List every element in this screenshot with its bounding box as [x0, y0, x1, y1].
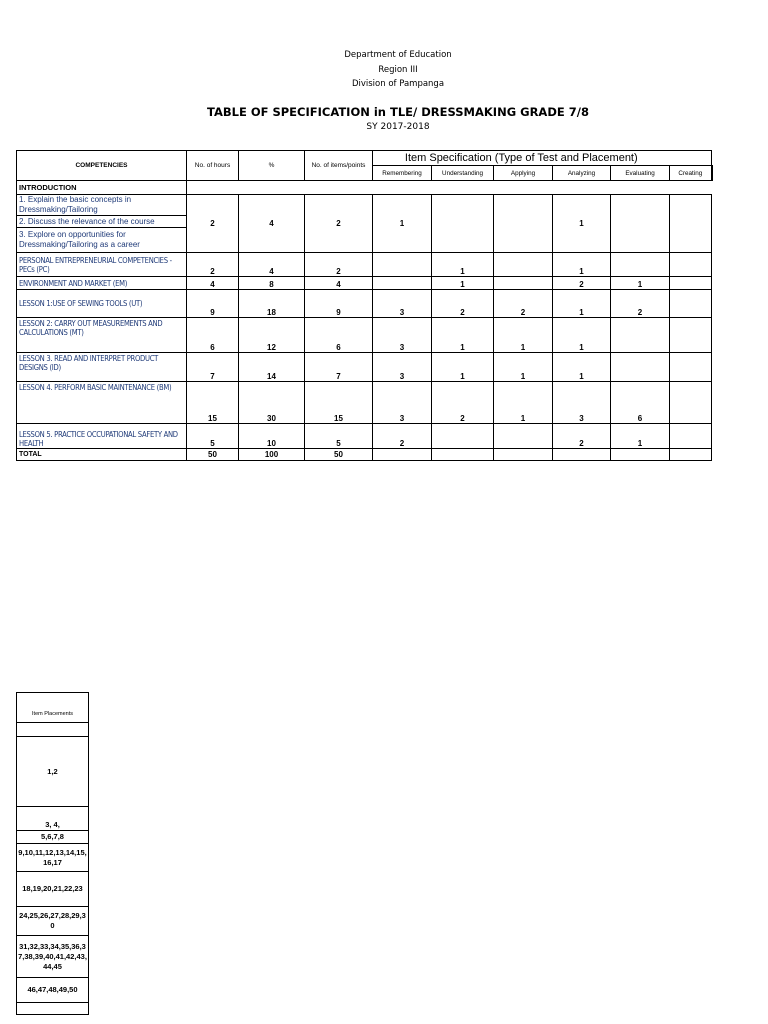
cell-remembering: 3	[373, 353, 432, 382]
cell-remembering: 3	[373, 382, 432, 424]
placement-cell: 9,10,11,12,13,14,15,16,17	[17, 844, 89, 872]
cell-percent: 4	[239, 195, 305, 253]
level-creating: Creating	[670, 166, 712, 181]
competency-name: LESSON 1:USE OF SEWING TOOLS (UT)	[17, 290, 187, 318]
cell-remembering: 3	[373, 318, 432, 353]
level-applying: Applying	[494, 166, 553, 181]
cell-creating	[670, 277, 712, 290]
cell-applying	[494, 195, 553, 253]
cell-understanding	[432, 195, 494, 253]
total-percent: 100	[239, 449, 305, 461]
cell-hours: 5	[187, 424, 239, 449]
cell-percent: 30	[239, 382, 305, 424]
placement-cell: 24,25,26,27,28,29,30	[17, 907, 89, 936]
placement-spacer	[17, 1003, 89, 1015]
cell-percent: 10	[239, 424, 305, 449]
competency-name: LESSON 5. PRACTICE OCCUPATIONAL SAFETY AND HEALTH	[17, 424, 187, 449]
cell-remembering: 2	[373, 424, 432, 449]
item-placements-table	[16, 692, 89, 1015]
cell-hours: 2	[187, 195, 239, 253]
level-understanding: Understanding	[432, 166, 494, 181]
cell-hours: 9	[187, 290, 239, 318]
level-analyzing: Analyzing	[553, 166, 611, 181]
cell-understanding: 2	[432, 290, 494, 318]
placement-spacer	[17, 723, 89, 737]
placement-cell: 3, 4,	[17, 807, 89, 831]
cell-applying	[494, 253, 553, 277]
placement-cell: 1,2	[17, 737, 89, 807]
item-placements-header: Item Placements	[17, 693, 89, 723]
table-row	[17, 195, 712, 216]
table-row	[17, 290, 712, 318]
cell-understanding: 1	[432, 353, 494, 382]
table-row	[17, 353, 712, 382]
cell-creating	[670, 290, 712, 318]
cell-analyzing: 3	[553, 382, 611, 424]
header-competencies: COMPETENCIES	[17, 151, 187, 181]
cell-items: 6	[305, 318, 373, 353]
header-item-specification: Item Specification (Type of Test and Placement)	[373, 151, 670, 166]
introduction-label: INTRODUCTION	[17, 181, 187, 195]
cell-evaluating	[611, 318, 670, 353]
cell-remembering: 3	[373, 290, 432, 318]
cell-evaluating: 1	[611, 277, 670, 290]
cell-hours: 15	[187, 382, 239, 424]
cell-creating	[670, 195, 712, 253]
intro-item-1: 1. Explain the basic concepts in Dressmaking/Tailoring	[17, 195, 187, 216]
cell-percent: 14	[239, 353, 305, 382]
cell-creating	[670, 382, 712, 424]
competency-name: LESSON 2: CARRY OUT MEASUREMENTS AND CALCULATIONS (MT)	[17, 318, 187, 353]
header-percent: %	[239, 151, 305, 181]
competency-name: PERSONAL ENTREPRENEURIAL COMPETENCIES - PECs (PC)	[17, 253, 187, 277]
cell-evaluating	[611, 195, 670, 253]
header-spec-blank	[670, 151, 712, 166]
cell-analyzing: 2	[553, 277, 611, 290]
placement-cell: 31,32,33,34,35,36,37,38,39,40,41,42,43,44,45	[17, 936, 89, 978]
region-name: Region III	[378, 65, 418, 75]
total-blank	[373, 449, 432, 461]
introduction-blank	[187, 181, 712, 195]
cell-analyzing: 1	[553, 253, 611, 277]
competency-name: ENVIRONMENT AND MARKET (EM)	[17, 277, 187, 290]
cell-items: 4	[305, 277, 373, 290]
level-evaluating: Evaluating	[611, 166, 670, 181]
cell-creating	[670, 424, 712, 449]
cell-applying	[494, 424, 553, 449]
cell-creating	[670, 253, 712, 277]
cell-applying: 1	[494, 382, 553, 424]
cell-applying: 1	[494, 353, 553, 382]
cell-percent: 12	[239, 318, 305, 353]
cell-hours: 6	[187, 318, 239, 353]
table-row	[17, 424, 712, 449]
total-row	[17, 449, 712, 461]
cell-analyzing: 1	[553, 195, 611, 253]
cell-items: 2	[305, 253, 373, 277]
competency-name: LESSON 4. PERFORM BASIC MAINTENANCE (BM)	[17, 382, 187, 424]
cell-percent: 4	[239, 253, 305, 277]
cell-evaluating	[611, 353, 670, 382]
cell-items: 5	[305, 424, 373, 449]
cell-percent: 8	[239, 277, 305, 290]
total-blank	[494, 449, 553, 461]
cell-analyzing: 1	[553, 353, 611, 382]
document-title: TABLE OF SPECIFICATION in TLE/ DRESSMAKING GRADE 7/8	[207, 105, 589, 119]
cell-understanding: 1	[432, 277, 494, 290]
cell-hours: 4	[187, 277, 239, 290]
cell-evaluating: 2	[611, 290, 670, 318]
cell-items: 2	[305, 195, 373, 253]
cell-analyzing: 1	[553, 290, 611, 318]
total-blank	[670, 449, 712, 461]
table-row	[17, 318, 712, 353]
cell-understanding: 2	[432, 382, 494, 424]
cell-creating	[670, 318, 712, 353]
cell-analyzing: 2	[553, 424, 611, 449]
placement-cell: 46,47,48,49,50	[17, 978, 89, 1003]
placement-cell: 18,19,20,21,22,23	[17, 872, 89, 907]
cell-evaluating	[611, 253, 670, 277]
cell-applying: 2	[494, 290, 553, 318]
cell-items: 15	[305, 382, 373, 424]
cell-remembering	[373, 253, 432, 277]
cell-hours: 2	[187, 253, 239, 277]
cell-evaluating: 6	[611, 382, 670, 424]
cell-analyzing: 1	[553, 318, 611, 353]
cell-understanding: 1	[432, 253, 494, 277]
introduction-row	[17, 181, 712, 195]
cell-hours: 7	[187, 353, 239, 382]
cell-remembering: 1	[373, 195, 432, 253]
total-blank	[432, 449, 494, 461]
total-items: 50	[305, 449, 373, 461]
total-blank	[611, 449, 670, 461]
cell-applying: 1	[494, 318, 553, 353]
table-row	[17, 253, 712, 277]
intro-item-3: 3. Explore on opportunities for Dressmaking/Tailoring as a career	[17, 228, 187, 253]
school-year: SY 2017-2018	[366, 122, 430, 132]
division-name: Division of Pampanga	[351, 79, 445, 89]
header-hours: No. of hours	[187, 151, 239, 181]
specification-table	[16, 150, 713, 461]
cell-items: 7	[305, 353, 373, 382]
level-remembering: Remembering	[373, 166, 432, 181]
cell-evaluating: 1	[611, 424, 670, 449]
total-blank	[553, 449, 611, 461]
department-name: Department of Education	[344, 50, 452, 60]
cell-creating	[670, 353, 712, 382]
table-header-row	[17, 151, 712, 166]
total-label: TOTAL	[17, 449, 187, 461]
intro-item-2: 2. Discuss the relevance of the course	[17, 216, 187, 228]
cell-items: 9	[305, 290, 373, 318]
cell-percent: 18	[239, 290, 305, 318]
table-row	[17, 382, 712, 424]
cell-applying	[494, 277, 553, 290]
cell-understanding: 1	[432, 318, 494, 353]
placement-cell: 5,6,7,8	[17, 831, 89, 844]
cell-understanding	[432, 424, 494, 449]
total-hours: 50	[187, 449, 239, 461]
table-row	[17, 277, 712, 290]
header-items: No. of items/points	[305, 151, 373, 181]
competency-name: LESSON 3. READ AND INTERPRET PRODUCT DESIGNS (ID)	[17, 353, 187, 382]
cell-remembering	[373, 277, 432, 290]
